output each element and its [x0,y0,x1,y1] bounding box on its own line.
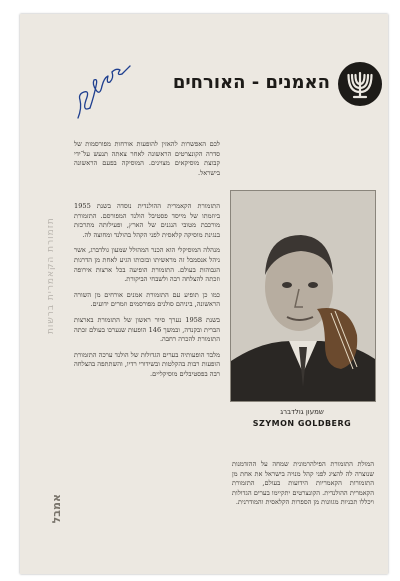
left-column [74,202,220,386]
photo-caption-latin: SZYMON GOLDBERG [252,419,352,428]
page-title: האמנים - האורחים [172,72,330,93]
left-paragraph: בשנת 1958 נערך סיור ראשון של התזמורת בארצות הברית ובקנדה, ובמשך 146 הופעות שנערכו בעולם זכתה התזמורת להכרה רחבה. [74,315,221,344]
left-paragraph: כמו כן תופיע עם התזמורת אמנים אורחים מן השורה הראשונה, ביניהם סולנים מפורסמים וזמרים ידועים. [74,290,220,309]
menorah-emblem-icon [338,62,382,106]
right-paragraph: המולת התזמורת הפילהרמונית שמחה על ההזדמנות שנוצרה לה להציג לפני קהל מנויה בישראל את אחת מן התזמורות הקאמריות הידועות בעולם, התזמורת הקאמרית ההולנדית. הקונצרטים יתקיימו בערים הגדולות ויכללו תכניות מגוונות מן הספרות הקלאסית והמודרנית. [232,460,374,507]
left-paragraph: מנהלה המוסיקלי הוא הכנר המהולל שמעון גולדברג, אשר ניהל אנסמבל זה מראשיתו ובזכותו הגיע לאחת מן הדרגות הגבוהות בעולם. התזמורת הופיעה בכל ארצות אירופה וזכתה להצלחה רבה ולשבחי הביקורת. [74,246,220,284]
photo-caption-hebrew: שמעון גולדברג [280,408,324,416]
left-paragraph: מלבד הופעותיה בערים הגדולות של הולנד ערכה התזמורת הופעות רבות בהקלטות ובשידורי רדיו, והשתתפה בהצלחה רבה בפסטיבלים מוסיקליים. [73,350,220,378]
right-column [232,460,374,514]
intro-paragraph [74,140,220,184]
page-content [72,52,388,574]
intro-text: לכם האפשרות להאזין להופעות אורחות מפורסמות של סדרה הקונצרטים הראשונה לאחר צאתה תנעש על־ידי קבוצת מוסיקאים מצוינים. המוסיקה בפעם הראשונה בישראל. [74,140,220,177]
margin-stamp: תזמורת הקאמרית ברשות [46,217,56,334]
left-paragraph: התזמורת הקאמרית ההולנדית נוסדה בשנת 1955 ביוזמתו של מייסד פסטיבל הולנד המפורסם. התזמורת מורכבת מטובי הנגנים של הארץ, ופעילותה מתרכזת בנגינת מוסיקה קלאסית לפני הקהל בהולנד ומחוצה לה. [74,202,220,239]
side-label: אמבל [50,494,63,524]
handwritten-signature [72,56,152,126]
program-page [20,14,388,574]
portrait-photo [230,190,376,402]
